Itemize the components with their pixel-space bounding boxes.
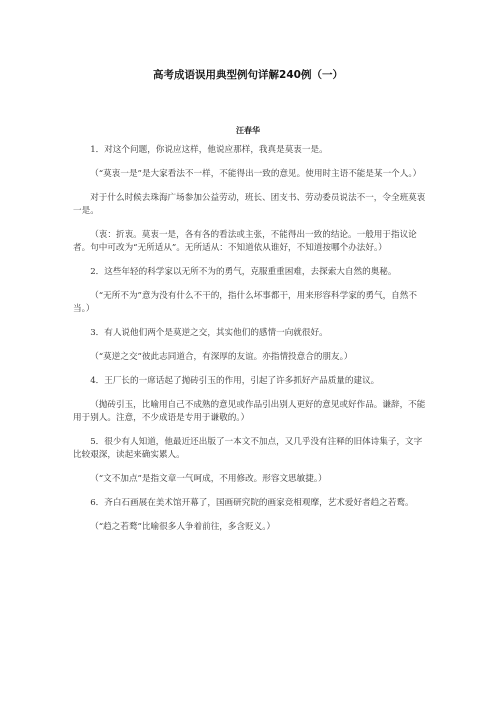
paragraph: （“趋之若鹜”比喻很多人争着前往，多含贬义。） — [90, 522, 276, 532]
paragraph: 4．王厂长的一席话起了抛砖引玉的作用，引起了许多抓好产品质量的建议。 — [90, 376, 380, 386]
paragraph: 1．对这个问题，你说应这样，他说应那样，我真是莫衷一是。 — [90, 145, 328, 155]
paragraph: （抛砖引玉，比喻用自己不成熟的意见或作品引出别人更好的意见或好作品。谦辞，不能用于别人。注意，不少成语是专用于谦敬的。） — [73, 400, 426, 423]
document-title: 高考成语误用典型例句详解240例（一） — [153, 69, 343, 81]
paragraph: （“文不加点”是指文章一气呵成，不用修改。形容文思敏捷。） — [90, 474, 327, 484]
paragraph: 2．这些年轻的科学家以无所不为的勇气，克服重重困难，去探索大自然的奥秘。 — [90, 267, 397, 277]
document-body — [73, 144, 427, 534]
paragraph: （“莫逆之交”彼此志同道合，有深厚的友谊。亦指情投意合的朋友。） — [90, 352, 353, 362]
author-name: 汪春华 — [236, 126, 260, 135]
paragraph: 3．有人说他们两个是莫逆之交，其实他们的感情一向就很好。 — [90, 328, 328, 338]
paragraph: （“莫衷一是”是大家看法不一样，不能得出一致的意见。使用时主语不能是某一个人。） — [90, 169, 422, 179]
paragraph: 对于什么时候去珠海广场参加公益劳动，班长、团支书、劳动委员说法不一，令全班莫衷一是。 — [73, 193, 426, 216]
paragraph: 5．很少有人知道，他最近还出版了一本文不加点，又几乎没有注释的旧体诗集子，文字比较艰深，读起来确实累人。 — [73, 437, 423, 460]
paragraph: （“无所不为”意为没有什么不干的，指什么坏事都干，用来形容科学家的勇气，自然不当。） — [73, 291, 417, 314]
paragraph: 6．齐白石画展在美术馆开幕了，国画研究院的画家竞相观摩，艺术爱好者趋之若鹜。 — [90, 498, 414, 508]
paragraph: （衷：折衷。莫衷一是，各有各的看法或主张，不能得出一致的结论。一般用于指议论者。句中可改为“无所适从”。无所适从：不知道依从谁好，不知道按哪个办法好。） — [73, 230, 417, 253]
